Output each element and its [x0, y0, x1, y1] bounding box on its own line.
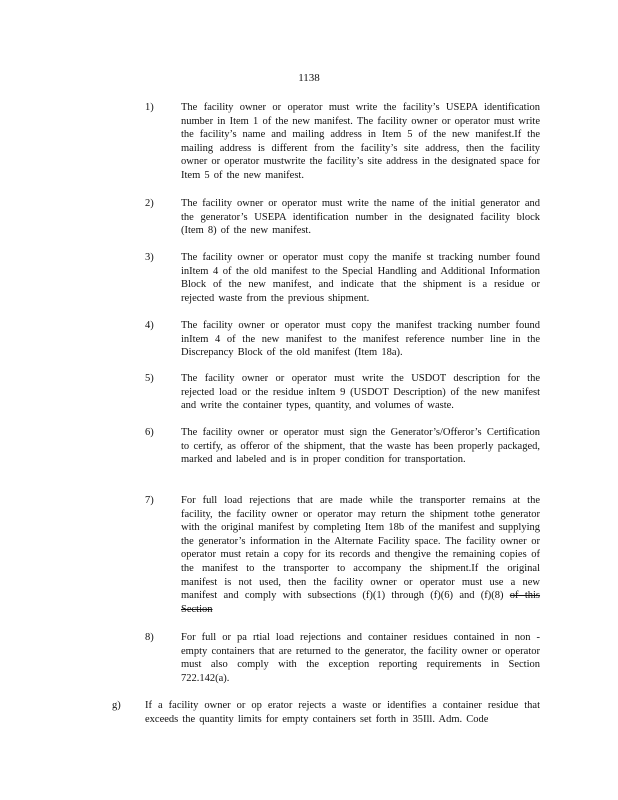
item-number: g)	[112, 700, 121, 711]
struck-text: of this Section	[181, 590, 541, 615]
item-number: 2)	[145, 198, 154, 209]
item-number: 4)	[145, 320, 154, 331]
item-text: If a facility owner or op erator rejects a waste or identifies a container residue that exceeds the quantity limits for empty containers set forth in 35Ill. Adm. Code	[145, 700, 540, 725]
item-number: 1)	[145, 102, 154, 113]
item-text: The facility owner or operator must copy the manife st tracking number found inItem 4 of the old manifest to the Special Handling and Additional Information Block of the new manifest, and indicate that the shipment is a residue or rejected waste from the previous shipment.	[181, 252, 540, 304]
item-number: 3)	[145, 252, 154, 263]
item-text: The facility owner or operator must copy the manifest tracking number found inItem 4 of the new manifest to the manifest reference number line in the Discrepancy Block of the old manifest (Item 18a).	[181, 320, 540, 359]
item-text: The facility owner or operator must write the name of the initial generator and the generator’s USEPA identification number in the designated facility block (Item 8) of the new manifest.	[181, 198, 540, 237]
item-text-main: For full load rejections that are made while the transporter remains at the facility, the facility owner or operator may return the shipment tothe generator with the original manifest by completing Item 18b of the manifest and supplying the generator’s information in the Alternate Facility space. The facility owner or operator must retain a copy for its records and thengive the remaining copies of the manifest to the transporter to accompany the shipment.If the original manifest is not used, then the facility owner or operator must use a new manifest and comply with subsections (f)(1) through (f)(6) and (f)(8)	[181, 495, 540, 602]
item-text: The facility owner or operator must write the USDOT description for the rejected load or the residue inItem 9 (USDOT Description) of the new manifest and write the container types, quantity, and volumes of waste.	[181, 373, 540, 412]
item-number: 6)	[145, 427, 154, 438]
page-number: 1138	[298, 72, 320, 84]
item-text: For full or pa rtial load rejections and container residues contained in non - empty containers that are returned to the generator, the facility owner or operator must also comply with the exception reporting requirements in Section 722.142(a).	[181, 632, 540, 684]
item-number: 8)	[145, 632, 154, 643]
item-text	[181, 494, 540, 616]
item-number: 5)	[145, 373, 154, 384]
item-text: The facility owner or operator must sign the Generator’s/Offeror’s Certification to certify, as offeror of the shipment, that the waste has been properly packaged, marked and labeled and is in proper condition for transportation.	[181, 427, 540, 466]
item-text: The facility owner or operator must write the facility’s USEPA identification number in Item 1 of the new manifest. The facility owner or operator must write the facility’s name and mailing address in Item 5 of the new manifest.If the mailing address is different from the facility’s site address, then the facility owner or operator mustwrite the facility’s site address in the designated space for Item 5 of the new manifest.	[181, 102, 540, 181]
item-number: 7)	[145, 495, 154, 506]
